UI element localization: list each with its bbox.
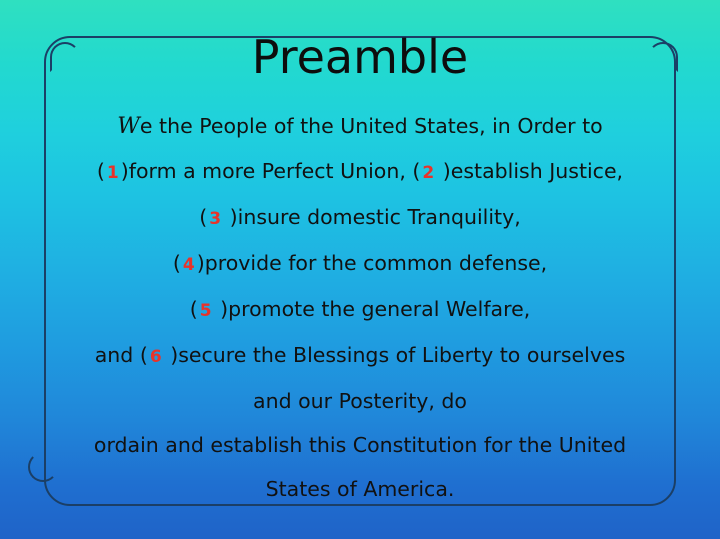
- text-run: promote the general Welfare,: [228, 297, 531, 321]
- clause-paren: (: [172, 251, 181, 275]
- clause-paren: ): [163, 343, 179, 367]
- clause-number: 5: [199, 301, 212, 321]
- drop-cap: W: [117, 114, 140, 139]
- text-line: [52, 149, 668, 195]
- clause-paren: (: [139, 343, 148, 367]
- text-run: establish Justice,: [450, 159, 624, 183]
- text-run: e the People of the United States, in Order to: [139, 114, 603, 138]
- text-run: ordain and establish this Constitution for the United: [93, 433, 627, 457]
- text-line: [52, 287, 668, 333]
- clause-paren: (: [412, 159, 421, 183]
- clause-paren: (: [199, 205, 208, 229]
- clause-paren: ): [213, 297, 229, 321]
- preamble-text: [52, 104, 668, 511]
- clause-paren: ): [436, 159, 451, 183]
- text-line: [52, 467, 668, 511]
- text-run: provide for the common defense,: [204, 251, 548, 275]
- clause-number: 3: [209, 209, 222, 229]
- clause-paren: (: [96, 159, 105, 183]
- clause-number: 1: [106, 163, 119, 183]
- slide-title: Preamble: [251, 30, 469, 84]
- text-run: and: [94, 343, 140, 367]
- clause-number: 6: [149, 347, 162, 367]
- text-run: and our Posterity, do: [253, 389, 467, 413]
- clause-paren: ): [196, 251, 205, 275]
- text-line: [52, 423, 668, 467]
- text-line: [52, 379, 668, 423]
- text-run: insure domestic Tranquility,: [237, 205, 521, 229]
- clause-paren: ): [120, 159, 129, 183]
- text-run: States of America.: [265, 477, 455, 501]
- clause-number: 2: [422, 163, 435, 183]
- text-line: [52, 195, 668, 241]
- clause-number: 4: [182, 255, 195, 275]
- text-run: secure the Blessings of Liberty to ourselves: [178, 343, 626, 367]
- text-run: form a more Perfect Union,: [128, 159, 413, 183]
- text-line: [52, 241, 668, 287]
- clause-paren: (: [189, 297, 198, 321]
- text-line: [52, 104, 668, 149]
- text-line: [52, 333, 668, 379]
- clause-paren: ): [223, 205, 238, 229]
